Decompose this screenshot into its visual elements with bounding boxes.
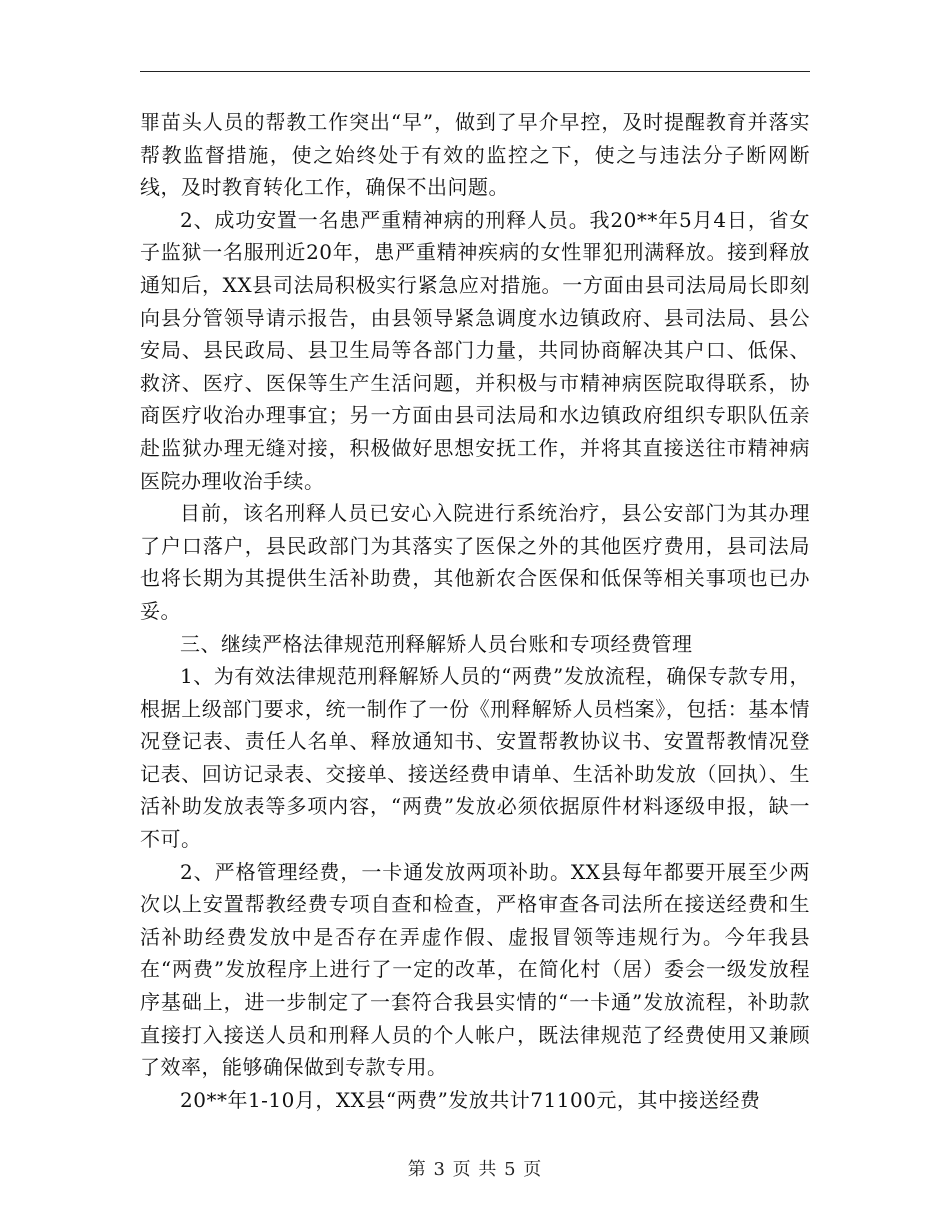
paragraph-6: 20**年1-10月，XX县“两费”发放共计71100元，其中接送经费 — [180, 1087, 761, 1112]
paragraph-4: 1、为有效法律规范刑释解矫人员的“两费”发放流程，确保专款专用，根据上级部门要求，统一制作了一份《刑释解矫人员档案》，包括：基本情况登记表、责任人名单、释放通知书、安置帮教协议书、安置帮教情况登记表、回访记录表、交接单、接送经费申请单、生活补助发放（回执）、生活补助发放表等多项内容，“两费”发放必须依据原件材料逐级申报，缺一不可。 — [140, 664, 810, 852]
paragraph-5: 2、严格管理经费，一卡通发放两项补助。XX县每年都要开展至少两次以上安置帮教经费专项自查和检查，严格审查各司法所在接送经费和生活补助经费发放中是否存在弄虚作假、虚报冒领等违规行为。今年我县在“两费”发放程序上进行了一定的改革，在简化村（居）委会一级发放程序基础上，进一步制定了一套符合我县实情的“一卡通”发放流程，补助款直接打入接送人员和刑释人员的个人帐户，既法律规范了经费使用又兼顾了效率，能够确保做到专款专用。 — [140, 859, 810, 1080]
document-body — [140, 106, 810, 1116]
paragraph-2: 2、成功安置一名患严重精神病的刑释人员。我20**年5月4日，省女子监狱一名服刑近20年，患严重精神疾病的女性罪犯刑满释放。接到释放通知后，XX县司法局积极实行紧急应对措施。一方面由县司法局局长即刻向县分管领导请示报告，由县领导紧急调度水边镇政府、县司法局、县公安局、县民政局、县卫生局等各部门力量，共同协商解决其户口、低保、救济、医疗、医保等生产生活问题，并积极与市精神病医院取得联系，协商医疗收治办理事宜；另一方面由县司法局和水边镇政府组织专职队伍亲赴监狱办理无缝对接，积极做好思想安抚工作，并将其直接送往市精神病医院办理收治手续。 — [140, 207, 810, 493]
section-heading-3: 三、继续严格法律规范刑释解矫人员台账和专项经费管理 — [180, 631, 693, 656]
paragraph-1: 罪苗头人员的帮教工作突出“早”，做到了早介早控，及时提醒教育并落实帮教监督措施，使之始终处于有效的监控之下，使之与违法分子断网断线，及时教育转化工作，确保不出问题。 — [140, 110, 810, 200]
page-number: 第 3 页 共 5 页 — [407, 1159, 543, 1180]
header-rule — [140, 71, 810, 72]
paragraph-3: 目前，该名刑释人员已安心入院进行系统治疗，县公安部门为其办理了户口落户，县民政部门为其落实了医保之外的其他医疗费用，县司法局也将长期为其提供生活补助费，其他新农合医保和低保等相关事项也已办妥。 — [140, 501, 810, 623]
